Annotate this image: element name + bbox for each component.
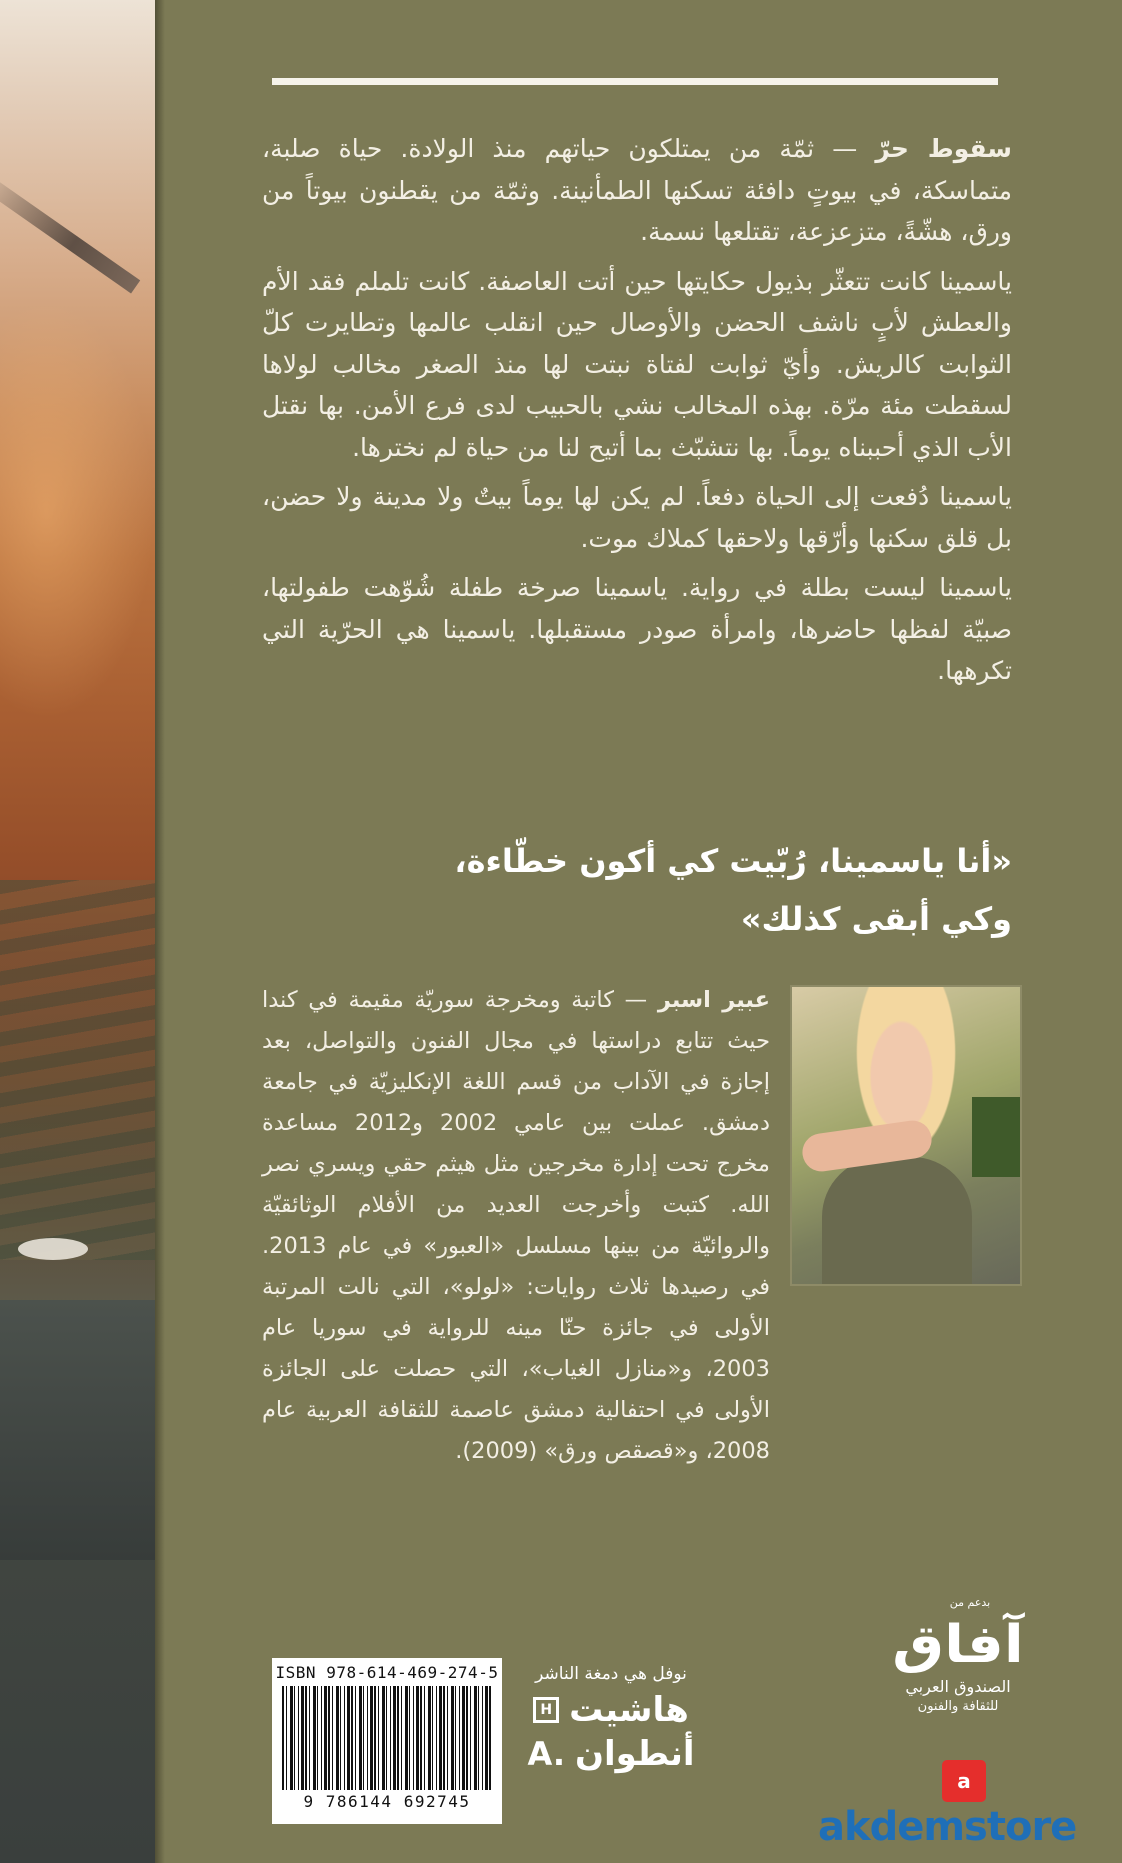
isbn-label: ISBN 978-614-469-274-5 xyxy=(275,1663,499,1682)
afac-logo-line-1: الصندوق العربي xyxy=(905,1677,1011,1696)
quote-line-1: «أنا ياسمينا، رُبّيت كي أكون خطّاءة، xyxy=(454,842,1012,880)
publisher-name-antoine: أنطوان xyxy=(574,1734,695,1774)
sponsor-label: بدعم من xyxy=(949,1596,991,1609)
synopsis xyxy=(262,128,1012,700)
sunset-haze xyxy=(0,300,155,720)
synopsis-paragraph-4: ياسمينا ليست بطلة في رواية. ياسمينا صرخة طفلة شُوّهت طفولتها، صبيّة لفظها حاضرها، وامرأة صودر مستقبلها. ياسمينا هي الحرّية التي تكرهها. xyxy=(262,573,1012,685)
author-bio-text: كاتبة ومخرجة سوريّة مقيمة في كندا حيث تتابع دراستها في مجال الفنون والتواصل، بعد إجازة في الآداب من قسم اللغة الإنكليزيّة في جامعة دمشق. عملت بين عامي 2002 و2012 مساعدة مخرج تحت إدارة مخرجين مثل هيثم حقي ويسري نصر الله. كتبت وأخرجت العديد من الأفلام الوثائقيّة والروائيّة من بينها مسلسل «العبور» في عام 2013. في رصيدها ثلاث روايات: «لولو»، التي نالت المرتبة الأولى في جائزة حنّا مينه للرواية في سوريا عام 2003، و«منازل الغياب»، التي حصلت على الجائزة الأولى في احتفالية دمشق عاصمة للثقافة العربية عام 2008، و«قصقص ورق» (2009). xyxy=(262,987,770,1464)
landscape-field xyxy=(0,880,155,1260)
author-bio xyxy=(262,980,770,1472)
cover-photo-strip xyxy=(0,0,155,1863)
author-bio-paragraph xyxy=(262,980,770,1472)
barcode xyxy=(282,1686,492,1790)
synopsis-paragraph-3: ياسمينا دُفعت إلى الحياة دفعاً. لم يكن لها يوماً بيتٌ ولا مدينة ولا حضن، بل قلق سكنها وأرّقها ولاحقها كملاك موت. xyxy=(262,482,1012,553)
afac-logo xyxy=(878,1612,1038,1716)
antoine-a-mark: A. xyxy=(527,1735,565,1773)
isbn-barcode-block xyxy=(272,1658,502,1824)
landscape-road xyxy=(0,1300,155,1560)
book-title: سقوط حرّ xyxy=(875,134,1012,163)
afac-logo-mark: آفاق xyxy=(892,1613,1024,1675)
synopsis-text-1: ثمّة من يمتلكون حياتهم منذ الولادة. حياة صلبة، متماسكة، في بيوتٍ دافئة تسكنها الطمأنينة. وثمّة من يقطنون بيوتاً من ورق، هشّةً، متزعزعة، تقتلعها نسمة. xyxy=(262,134,1012,246)
hachette-square-icon: H xyxy=(533,1697,559,1723)
top-rule xyxy=(272,78,998,85)
author-name: عبير اسبر xyxy=(657,987,770,1013)
author-dash: — xyxy=(613,987,658,1013)
missile-streak xyxy=(0,171,140,293)
synopsis-paragraph-2: ياسمينا كانت تتعثّر بذيول حكايتها حين أتت العاصفة. كانت تلملم فقد الأم والعطش لأبٍ ناشف الحضن والأوصال حين انقلب عالمها وتطايرت كلّ الثوابت كالريش. وأيّ ثوابت لفتاة نبتت لها منذ الصغر مخالب لولاها لسقطت مئة مرّة. بهذه المخالب نشي بالحبيب لدى فرع الأمن. بها نقتل الأب الذي أحببناه يوماً. بها نتشبّث بما أتيح لنا من حياة لم نخترها. xyxy=(262,266,1012,462)
spine-fold xyxy=(155,0,165,1863)
landscape-spot xyxy=(18,1238,88,1260)
watermark-text: akdemstore xyxy=(818,1804,1077,1850)
photo-shoulders xyxy=(822,1157,972,1284)
publisher-tagline: نوفل هي دمغة الناشر xyxy=(535,1664,687,1684)
synopsis-paragraph-1 xyxy=(262,128,1012,253)
title-dash: — xyxy=(814,134,876,163)
barcode-digits: 9 786144 692745 xyxy=(303,1792,471,1811)
publisher-row-2 xyxy=(506,1732,716,1776)
author-photo xyxy=(790,985,1022,1286)
publisher-logo xyxy=(506,1660,716,1776)
afac-logo-line-2: للثقافة والفنون xyxy=(917,1699,999,1714)
quote-line-2: وكي أبقى كذلك» xyxy=(740,900,1012,938)
publisher-name-hachette: هاشيت xyxy=(569,1690,689,1730)
pull-quote xyxy=(262,832,1012,948)
shopping-bag-icon: a xyxy=(942,1760,986,1802)
publisher-row-1 xyxy=(506,1688,716,1732)
photo-foliage xyxy=(972,1097,1020,1177)
store-watermark xyxy=(818,1760,1118,1860)
